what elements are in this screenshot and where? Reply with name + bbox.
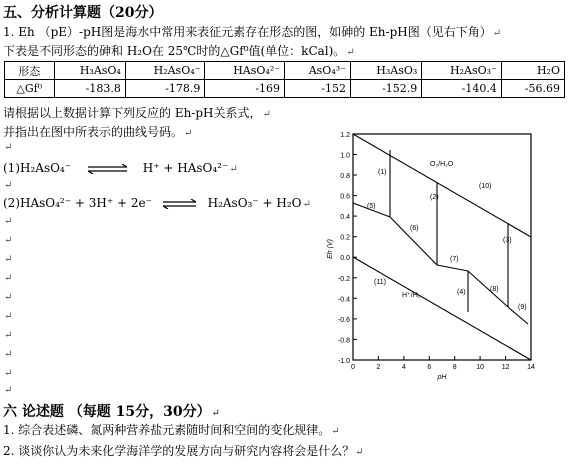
- table-cell: -56.69: [501, 80, 564, 98]
- curve-label: (5): [367, 203, 376, 210]
- table-cell: -140.4: [422, 80, 502, 98]
- x-axis-label: pH: [437, 374, 447, 381]
- h-h2-line: [353, 257, 531, 360]
- svg-text:12: 12: [501, 364, 510, 371]
- curve-label: (10): [479, 183, 492, 190]
- eh-ph-diagram: [322, 124, 544, 382]
- table-cell: △Gf⁰: [5, 80, 55, 98]
- table-cell: H₂AsO₃⁻: [422, 62, 502, 80]
- svg-text:-0.2: -0.2: [337, 275, 350, 283]
- question1-line1: 1. Eh （pE）-pH图是海水中常用来表征元素存在形态的图，如砷的 Eh-pH图（见右下角）↵: [3, 25, 502, 39]
- y-axis-label: Eh (V): [327, 239, 334, 259]
- curve-label: (9): [518, 304, 527, 311]
- curve-label: (11): [374, 279, 386, 286]
- svg-text:0.4: 0.4: [340, 214, 350, 222]
- svg-text:0.0: 0.0: [340, 255, 350, 263]
- equilibrium-arrow-icon: [162, 199, 198, 209]
- equation-2-product: H₂AsO₃⁻ + H₂O: [207, 196, 302, 210]
- svg-text:0.2: 0.2: [340, 234, 350, 242]
- svg-text:8: 8: [452, 364, 457, 371]
- table-row: [5, 80, 565, 98]
- section6-question2: 2. 谈谈你认为未来化学海洋学的发展方向与研究内容将会是什么？↵: [3, 444, 364, 458]
- svg-text:1.0: 1.0: [340, 152, 350, 160]
- h-h2-label: H⁺/H₂: [402, 292, 421, 299]
- table-cell: H₃AsO₃: [350, 62, 421, 80]
- table-cell: H₂AsO₄⁻: [125, 62, 205, 80]
- curve-label: (8): [490, 286, 499, 293]
- section6-question1: 1. 综合表述磷、氮两种营养盐元素随时间和空间的变化规律。↵: [3, 423, 340, 437]
- equation-1: (1)H₂AsO₄⁻ H⁺ + HAsO₄²⁻↵: [3, 161, 238, 175]
- question1-line2: 下表是不同形态的砷和 H₂O在 25℃时的△Gf⁰值(单位：kCal)。↵: [3, 44, 355, 58]
- gibbs-energy-table: [4, 61, 565, 98]
- equation-2: (2)HAsO₄²⁻ + 3H⁺ + 2e⁻ H₂AsO₃⁻ + H₂O↵: [3, 196, 311, 210]
- equation-1-reactant: (1)H₂AsO₄⁻: [3, 161, 72, 175]
- svg-text:-0.6: -0.6: [337, 316, 350, 324]
- o2-h2o-label: O₂/H₂O: [430, 161, 454, 168]
- table-cell: H₃AsO₄: [54, 62, 125, 80]
- instruction-line2: 并指出在图中所表示的曲线号码。↵: [3, 125, 193, 139]
- table-cell: -178.9: [125, 80, 205, 98]
- instruction-line1: 请根据以上数据计算下列反应的 Eh-pH关系式，↵: [3, 106, 271, 120]
- svg-text:0: 0: [351, 364, 355, 371]
- curve-label: (3): [503, 237, 512, 244]
- table-cell: H₂O: [501, 62, 564, 80]
- svg-text:6: 6: [427, 364, 432, 371]
- svg-text:2: 2: [376, 364, 381, 371]
- table-cell: AsO₄³⁻: [285, 62, 351, 80]
- svg-text:-0.4: -0.4: [337, 296, 350, 304]
- o2-h2o-line: [353, 134, 531, 237]
- y-axis-ticks: [338, 132, 357, 365]
- x-axis-ticks: [351, 356, 535, 371]
- curve-8: [468, 271, 508, 307]
- curve-label: (4): [457, 289, 466, 296]
- equilibrium-arrow-icon: [87, 164, 129, 174]
- table-cell: -169: [205, 80, 285, 98]
- section5-title: 五、分析计算题（20分）: [3, 5, 163, 21]
- svg-text:0.8: 0.8: [340, 173, 350, 180]
- section6-title: 六 论述题 （每题 15分，30分）↵: [3, 404, 220, 420]
- svg-text:14: 14: [527, 364, 535, 371]
- table-cell: 形态: [5, 62, 55, 80]
- equation-1-product: H⁺ + HAsO₄²⁻: [142, 161, 229, 175]
- table-cell: -183.8: [54, 80, 125, 98]
- table-cell: -152.9: [350, 80, 421, 98]
- svg-text:-0.8: -0.8: [337, 337, 350, 345]
- svg-text:-1.0: -1.0: [337, 358, 350, 365]
- curve-label: (2): [430, 194, 439, 201]
- equation-2-reactant: (2)HAsO₄²⁻ + 3H⁺ + 2e⁻: [3, 196, 152, 210]
- svg-text:1.2: 1.2: [340, 132, 350, 139]
- table-cell: -152: [285, 80, 351, 98]
- curve-label: (6): [410, 225, 419, 232]
- svg-text:0.6: 0.6: [340, 193, 350, 201]
- curve-label: (7): [450, 256, 459, 263]
- svg-text:10: 10: [476, 364, 484, 371]
- curve-label: (1): [378, 169, 387, 176]
- table-row: [5, 62, 565, 80]
- table-cell: HAsO₄²⁻: [205, 62, 285, 80]
- curve-7: [437, 265, 468, 271]
- svg-text:4: 4: [401, 364, 406, 371]
